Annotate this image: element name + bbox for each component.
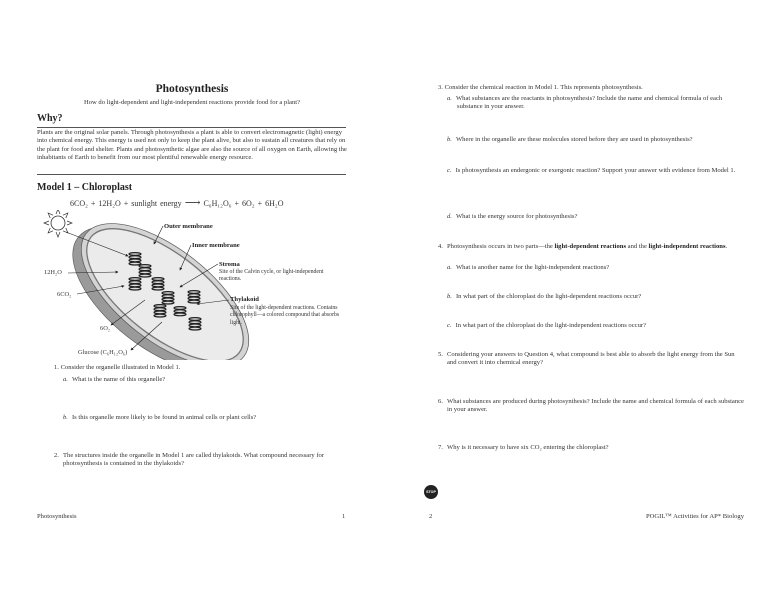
thylakoid-disc [129, 253, 141, 256]
stop-icon: STOP [424, 485, 438, 499]
thylakoid-disc [139, 274, 151, 277]
label-stroma: Stroma [219, 261, 240, 268]
thylakoid-disc [129, 256, 141, 259]
divider [37, 174, 346, 175]
plus: + [90, 199, 96, 208]
thylakoid-disc [162, 301, 174, 304]
sun-ray [48, 213, 53, 218]
arrow: ⟶ [184, 197, 201, 209]
question-text: What is another name for the light-independent reactions? [455, 264, 610, 271]
stroma-description: Site of the Calvin cycle, or light-independent reactions. [219, 269, 324, 283]
thylakoid-disc [189, 321, 201, 324]
question-letter: b. [447, 136, 452, 143]
question-4-num: 4. [438, 243, 443, 250]
thylakoid-disc [152, 281, 164, 284]
question-4c [447, 322, 646, 330]
thylakoid-disc [189, 327, 201, 330]
question-text: . [725, 243, 728, 250]
sun-ray [48, 228, 53, 233]
thylakoid-disc [188, 294, 200, 297]
plus: + [123, 199, 129, 208]
thylakoid-disc [139, 265, 151, 268]
sun-ray [63, 213, 68, 218]
question-1a [63, 376, 165, 384]
thylakoid-disc [162, 292, 174, 295]
question-number: 1. [54, 364, 59, 371]
eq-term: 12H₂O [98, 199, 121, 208]
question-6: What substances are produced during photosynthesis? Include the name and chemical formula of each substance in your answer. [447, 398, 744, 414]
question-text: Consider the organelle illustrated in Model 1. [60, 364, 181, 371]
question-letter: d. [447, 213, 452, 220]
label-co2: 6CO₂ [57, 291, 72, 298]
model-heading: Model 1 – Chloroplast [37, 182, 133, 193]
question-1b [63, 414, 256, 422]
question-3 [438, 84, 643, 92]
thylakoid-disc [129, 284, 141, 287]
chemical-equation [70, 196, 283, 209]
question-4a [447, 264, 609, 272]
sun-ray [44, 221, 49, 225]
question-text: What is the name of this organelle? [71, 376, 166, 383]
sun-ray [67, 221, 72, 225]
eq-term: 6O₂ [242, 199, 255, 208]
why-heading: Why? [37, 113, 63, 124]
question-number: 3. [438, 84, 443, 91]
question-text: Photosynthesis occurs in two parts—the [447, 243, 555, 250]
thylakoid-disc [174, 307, 186, 310]
eq-term: 6H₂O [265, 199, 284, 208]
question-text: In what part of the chloroplast do the light-independent reactions occur? [455, 322, 646, 329]
question-letter: c. [447, 322, 452, 329]
thylakoid-disc [174, 310, 186, 313]
plus: + [234, 199, 240, 208]
label-inner-membrane: Inner membrane [192, 242, 240, 249]
page-subtitle: How do light-dependent and light-independent reactions provide food for a plant? [83, 99, 301, 106]
question-5: Considering your answers to Question 4, what compound is best able to absorb the light energy from the Sun and convert it into chemical energy? [447, 351, 735, 367]
footer-left: Photosynthesis [37, 513, 77, 520]
question-text: Consider the chemical reaction in Model 1. This represents photosynthesis. [444, 84, 643, 91]
thylakoid-disc [154, 308, 166, 311]
question-1 [54, 364, 180, 372]
question-letter: a. [63, 376, 68, 383]
thylakoid-disc [129, 287, 141, 290]
thylakoid-disc [174, 313, 186, 316]
question-text: and the [626, 243, 649, 250]
thylakoid-disc [189, 324, 201, 327]
thylakoid-disc [188, 297, 200, 300]
page-number: 2 [429, 513, 433, 520]
question-text: In what part of the chloroplast do the light-dependent reactions occur? [455, 293, 642, 300]
chloroplast-diagram [0, 210, 384, 360]
label-glucose: Glucose (C₆H₁₂O₆) [78, 349, 128, 356]
divider [37, 127, 346, 128]
question-text: Is this organelle more likely to be found in animal cells or plant cells? [71, 414, 257, 421]
question-letter: a. [447, 264, 452, 271]
thylakoid-disc [188, 291, 200, 294]
question-3d [447, 213, 577, 221]
thylakoid-disc [129, 278, 141, 281]
thylakoid-disc [139, 271, 151, 274]
question-7: Why is it necessary to have six CO₂ entering the chloroplast? [447, 444, 609, 451]
thylakoid-disc [162, 295, 174, 298]
question-text: Where in the organelle are these molecules stored before they are used in photosynthesis? [455, 136, 693, 143]
thylakoid-disc [139, 268, 151, 271]
question-letter: b. [63, 414, 68, 421]
question-number: 2. [54, 452, 59, 459]
sun-ray [56, 232, 60, 237]
page-title: Photosynthesis [155, 83, 229, 95]
page-number: 1 [342, 513, 346, 520]
thylakoid-disc [152, 284, 164, 287]
thylakoid-description: Site of the light-dependent reactions. Contains chlorophyll—a colored compound that absorbs light. [230, 305, 340, 326]
thylakoid-disc [129, 281, 141, 284]
thylakoid-disc [152, 287, 164, 290]
plus: + [257, 199, 263, 208]
eq-term: C₆H₁₂O₆ [203, 199, 232, 208]
question-3a [447, 95, 747, 112]
footer-right: POGIL™ Activities for AP* Biology [645, 513, 744, 520]
label-o2: 6O₂ [100, 325, 111, 332]
question-text: What is the energy source for photosynthesis? [455, 213, 578, 220]
thylakoid-disc [129, 259, 141, 262]
thylakoid-disc [189, 318, 201, 321]
thylakoid-disc [129, 262, 141, 265]
label-thylakoid: Thylakoid [230, 296, 259, 303]
question-letter: a. [447, 95, 452, 102]
thylakoid-disc [154, 305, 166, 308]
question-7-num: 7. [438, 444, 443, 451]
thylakoid-disc [154, 311, 166, 314]
why-text: Plants are the original solar panels. Through photosynthesis a plant is able to convert electromagnetic (light) energy into chemical energy. This energy is used not only to keep the plant alive, but also to sustain all creatures that rely on the plant for food and shelter. Plants and photosynthetic algae are also the source of all oxygen on Earth, allowing the inhabitants of Earth to benefit from our most plentiful renewable energy resource. [37, 129, 347, 161]
question-2 [54, 452, 59, 460]
label-h2o: 12H₂O [44, 269, 62, 276]
question-4 [447, 243, 747, 251]
thylakoid-disc [154, 314, 166, 317]
question-5-num: 5. [438, 351, 443, 358]
sun-ray [56, 210, 60, 214]
thylakoid-disc [188, 300, 200, 303]
question-3b [447, 136, 693, 144]
key-term: light-dependent reactions [554, 243, 627, 250]
thylakoid-disc [152, 278, 164, 281]
thylakoid-disc [162, 298, 174, 301]
eq-term: 6CO₂ [70, 199, 88, 208]
question-4b [447, 293, 641, 301]
eq-term: sunlight energy [131, 199, 182, 208]
question-letter: b. [447, 293, 452, 300]
question-text: What substances are the reactants in photosynthesis? Include the name and chemical formula of each substance in your answer. [455, 95, 723, 111]
question-3c [447, 167, 747, 175]
key-term: light-independent reactions [648, 243, 726, 250]
label-outer-membrane: Outer membrane [164, 223, 213, 230]
question-text: Is photosynthesis an endergonic or exergonic reaction? Support your answer with evidence from Model 1. [455, 167, 736, 174]
question-2-text: The structures inside the organelle in Model 1 are called thylakoids. What compound necessary for photosynthesis is contained in the thylakoids? [63, 452, 325, 468]
question-letter: c. [447, 167, 452, 174]
question-6-num: 6. [438, 398, 443, 405]
